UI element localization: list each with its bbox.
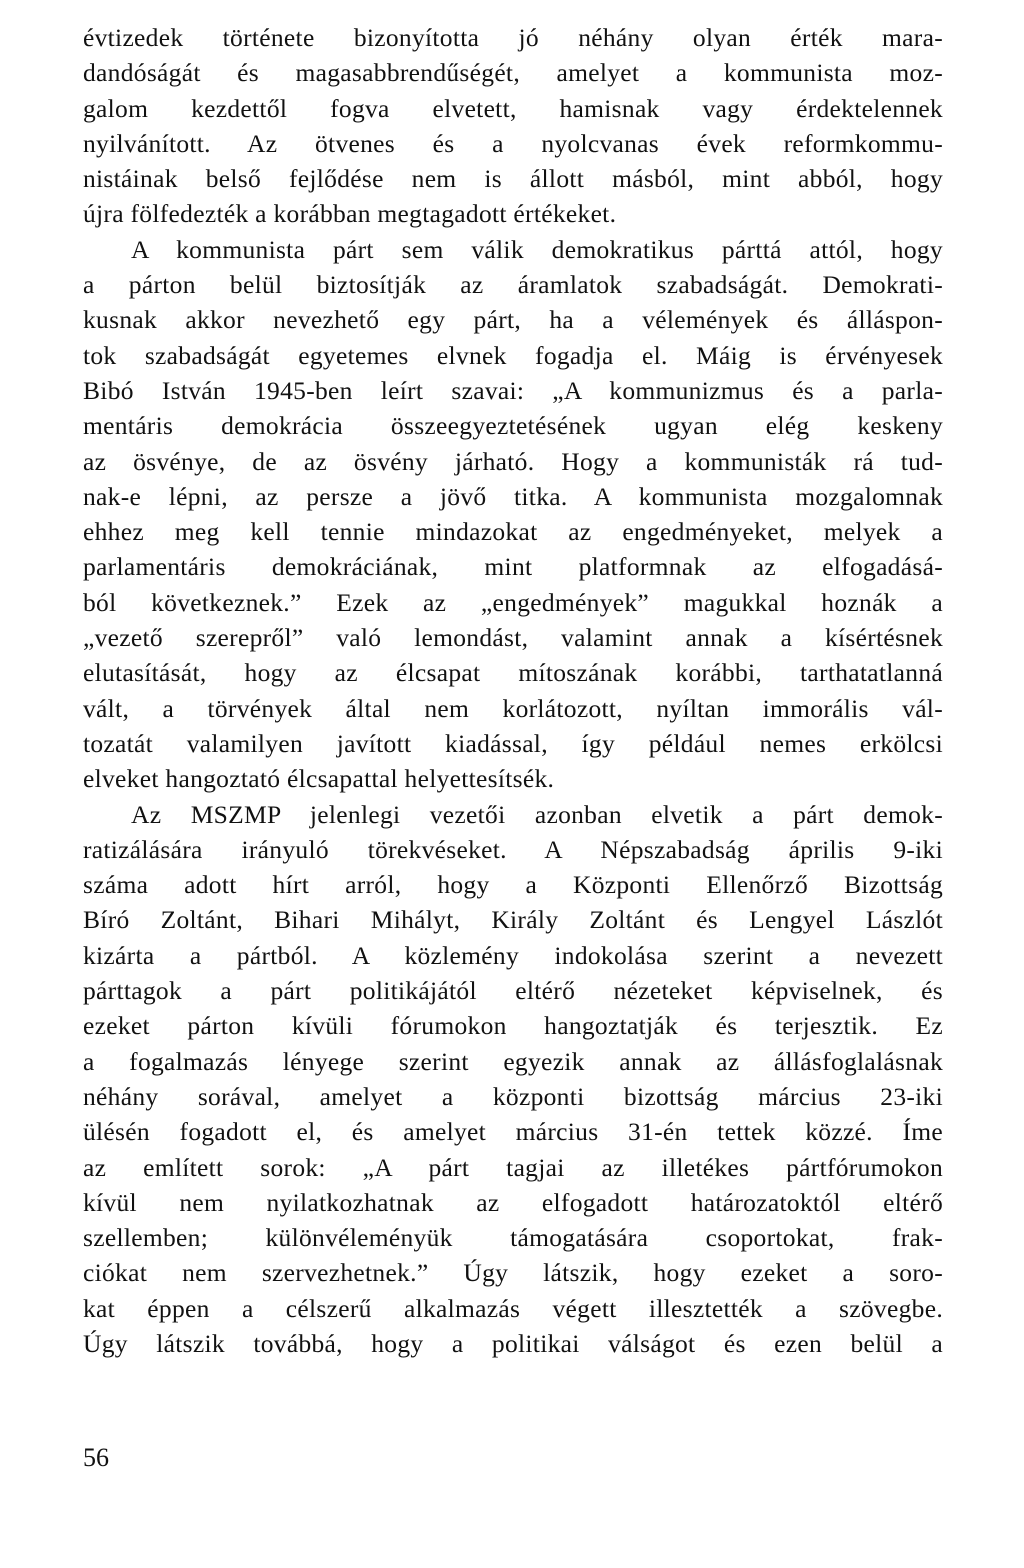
text-line: A kommunista párt sem válik demokratikus párttá attól, hogy: [131, 234, 943, 264]
text-line: nak-e lépni, az persze a jövő titka. A kommunista mozgalomnak: [83, 481, 943, 511]
text-line: vált, a törvények által nem korlátozott, nyíltan immorális vál-: [83, 693, 943, 723]
text-line: tok szabadságát egyetemes elvnek fogadja el. Máig is érvényesek: [83, 340, 943, 370]
text-line: ciókat nem szervezhetnek.” Úgy látszik, hogy ezeket a soro-: [83, 1258, 943, 1288]
text-line: galom kezdettől fogva elvetett, hamisnak vagy érdektelennek: [83, 93, 943, 123]
text-line: az ösvénye, de az ösvény járható. Hogy a kommunisták rá tud-: [83, 446, 943, 476]
text-line: száma adott hírt arról, hogy a Központi Ellenőrző Bizottság: [83, 870, 943, 900]
text-line: ehhez meg kell tennie mindazokat az engedményeket, melyek a: [83, 517, 943, 547]
text-line: Bíró Zoltánt, Bihari Mihályt, Király Zoltánt és Lengyel Lászlót: [83, 905, 943, 935]
text-line: párttagok a párt politikájától eltérő nézeteket képviselnek, és: [83, 976, 943, 1006]
text-line: elutasítását, hogy az élcsapat mítoszának korábbi, tarthatatlanná: [83, 658, 943, 688]
text-line: szellemben; különvéleményük támogatására csoportokat, frak-: [83, 1223, 943, 1253]
text-line: Az MSZMP jelenlegi vezetői azonban elvetik a párt demok-: [131, 799, 943, 829]
text-line: nistáinak belső fejlődése nem is állott másból, mint abból, hogy: [83, 164, 943, 194]
text-line: Bibó István 1945-ben leírt szavai: „A kommunizmus és a parla-: [83, 375, 943, 405]
text-line: kusnak akkor nevezhető egy párt, ha a vélemények és álláspon-: [83, 305, 943, 335]
text-line: nyilvánított. Az ötvenes és a nyolcvanas évek reformkommu-: [83, 128, 943, 158]
text-line: mentáris demokrácia összeegyeztetésének ugyan elég keskeny: [83, 411, 943, 441]
text-line: ból következnek.” Ezek az „engedmények” magukkal hoznák a: [83, 587, 943, 617]
text-line: újra fölfedezték a korábban megtagadott értékeket.: [83, 199, 617, 229]
text-line: kizárta a pártból. A közlemény indokolása szerint a nevezett: [83, 940, 943, 970]
text-line: kat éppen a célszerű alkalmazás végett illesztették a szövegbe.: [83, 1293, 943, 1323]
text-line: ratizálására irányuló törekvéseket. A Népszabadság április 9-iki: [83, 834, 943, 864]
text-line: az említett sorok: „A párt tagjai az illetékes pártfórumokon: [83, 1152, 943, 1182]
text-line: Úgy látszik továbbá, hogy a politikai válságot és ezen belül a: [83, 1328, 943, 1358]
text-line: elveket hangoztató élcsapattal helyettesítsék.: [83, 764, 555, 794]
page-number: 56: [83, 1443, 109, 1472]
text-line: dandóságát és magasabbrendűségét, amelyet a kommunista moz-: [83, 58, 943, 88]
text-line: évtizedek története bizonyította jó néhány olyan érték mara-: [83, 23, 943, 52]
text-line: kívül nem nyilatkozhatnak az elfogadott határozatoktól eltérő: [83, 1187, 943, 1217]
body-text: [83, 20, 943, 1361]
text-line: a fogalmazás lényege szerint egyezik annak az állásfoglalásnak: [83, 1046, 943, 1076]
text-line: ezeket párton kívüli fórumokon hangoztatják és terjesztik. Ez: [83, 1011, 943, 1041]
text-line: néhány sorával, amelyet a központi bizottság március 23-iki: [83, 1081, 943, 1111]
text-line: ülésén fogadott el, és amelyet március 31-én tettek közzé. Íme: [83, 1117, 943, 1147]
text-line: „vezető szerepről” való lemondást, valamint annak a kísértésnek: [83, 623, 943, 653]
text-line: tozatát valamilyen javított kiadással, így például nemes erkölcsi: [83, 728, 943, 758]
text-line: parlamentáris demokráciának, mint platformnak az elfogadásá-: [83, 552, 943, 582]
text-line: a párton belül biztosítják az áramlatok szabadságát. Demokrati-: [83, 270, 943, 300]
